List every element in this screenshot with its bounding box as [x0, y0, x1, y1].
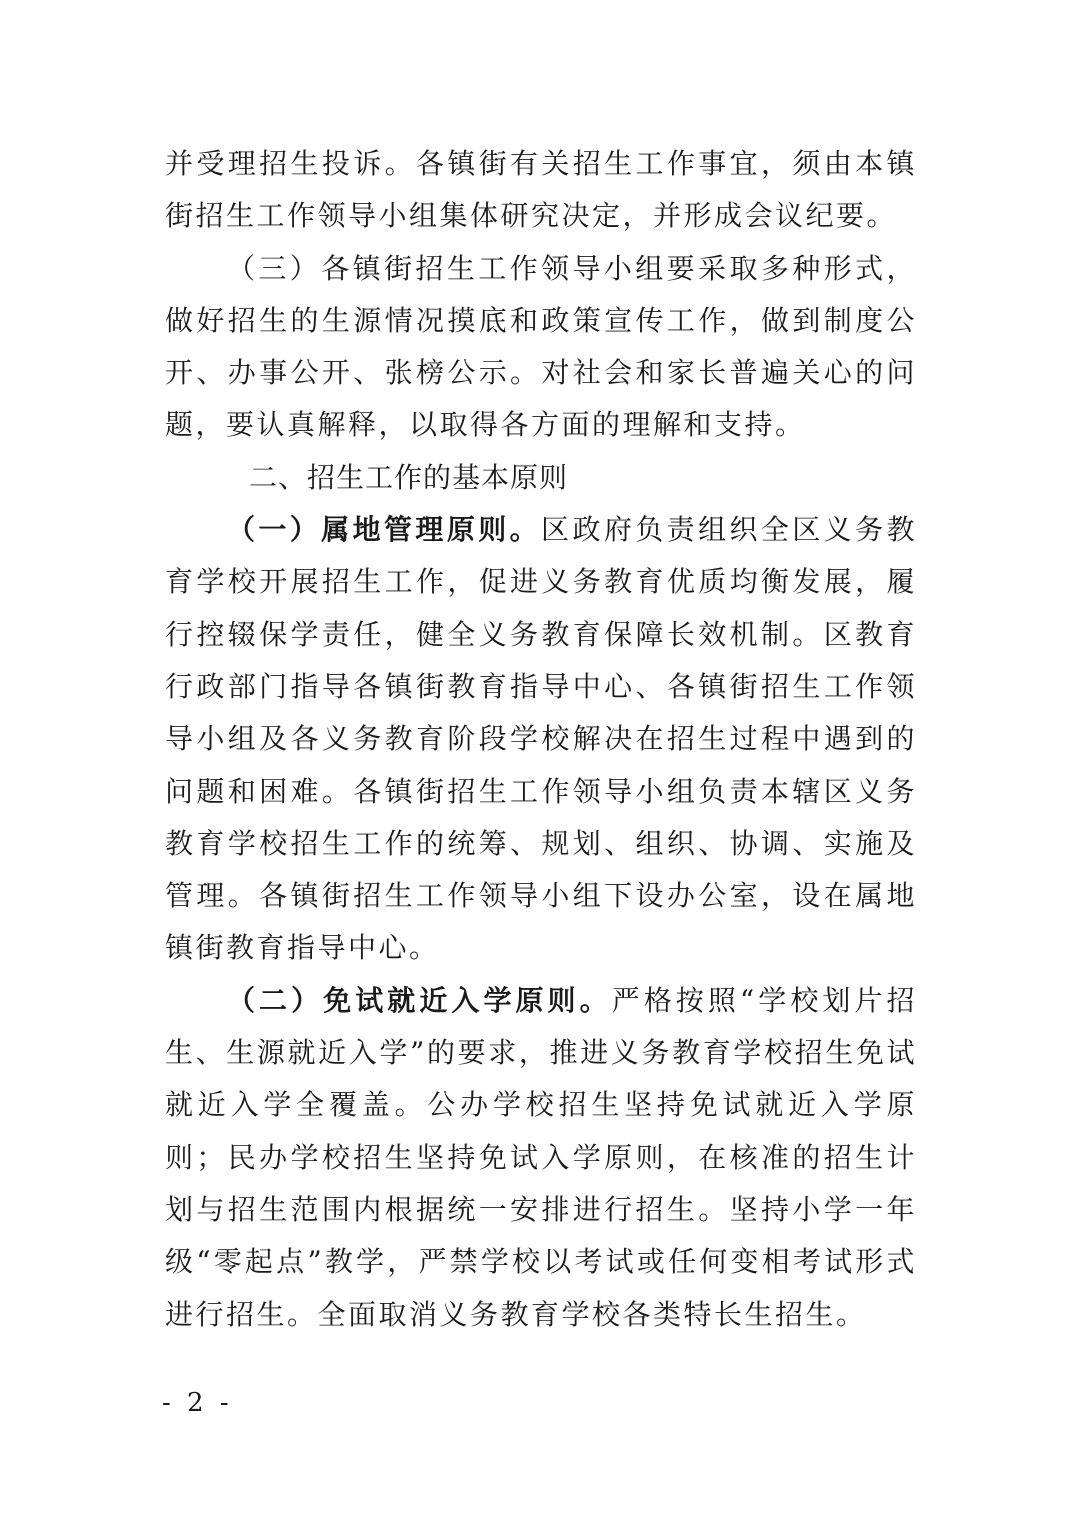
section-heading-principles: 二、招生工作的基本原则: [249, 460, 569, 494]
paragraph-complaints: 并受理招生投诉。各镇街有关招生工作事宜，须由本镇街招生工作领导小组集体研究决定，并形成会议纪要。: [165, 147, 917, 233]
principle-one-title: （一）属地管理原则。: [227, 513, 542, 547]
document-body: [165, 138, 917, 1341]
paragraph-principle-two: [165, 975, 917, 1341]
page-number: - 2 -: [162, 1388, 233, 1418]
paragraph-principle-one: [165, 504, 917, 975]
principle-two-title: （二）免试就近入学原则。: [227, 983, 612, 1017]
principle-one-text: 区政府负责组织全区义务教育学校开展招生工作，促进义务教育优质均衡发展，履行控辍保学责任，健全义务教育保障长效机制。区教育行政部门指导各镇街教育指导中心、各镇街招生工作领导小组及各义务教育阶段学校解决在招生过程中遇到的问题和困难。各镇街招生工作领导小组负责本辖区义务教育学校招生工作的统筹、规划、组织、协调、实施及管理。各镇街招生工作领导小组下设办公室，设在属地镇街教育指导中心。: [165, 513, 917, 965]
principle-two-text: 严格按照“学校划片招生、生源就近入学”的要求，推进义务教育学校招生免试就近入学全覆盖。公办学校招生坚持免试就近入学原则；民办学校招生坚持免试入学原则，在核准的招生计划与招生范围内根据统一安排进行招生。坚持小学一年级“零起点”教学，严禁学校以考试或任何变相考试形式进行招生。全面取消义务教育学校各类特长生招生。: [165, 983, 917, 1331]
paragraph-item-three: （三）各镇街招生工作领导小组要采取多种形式，做好招生的生源情况摸底和政策宣传工作，做到制度公开、办事公开、张榜公示。对社会和家长普遍关心的问题，要认真解释，以取得各方面的理解和支持。: [165, 251, 917, 442]
